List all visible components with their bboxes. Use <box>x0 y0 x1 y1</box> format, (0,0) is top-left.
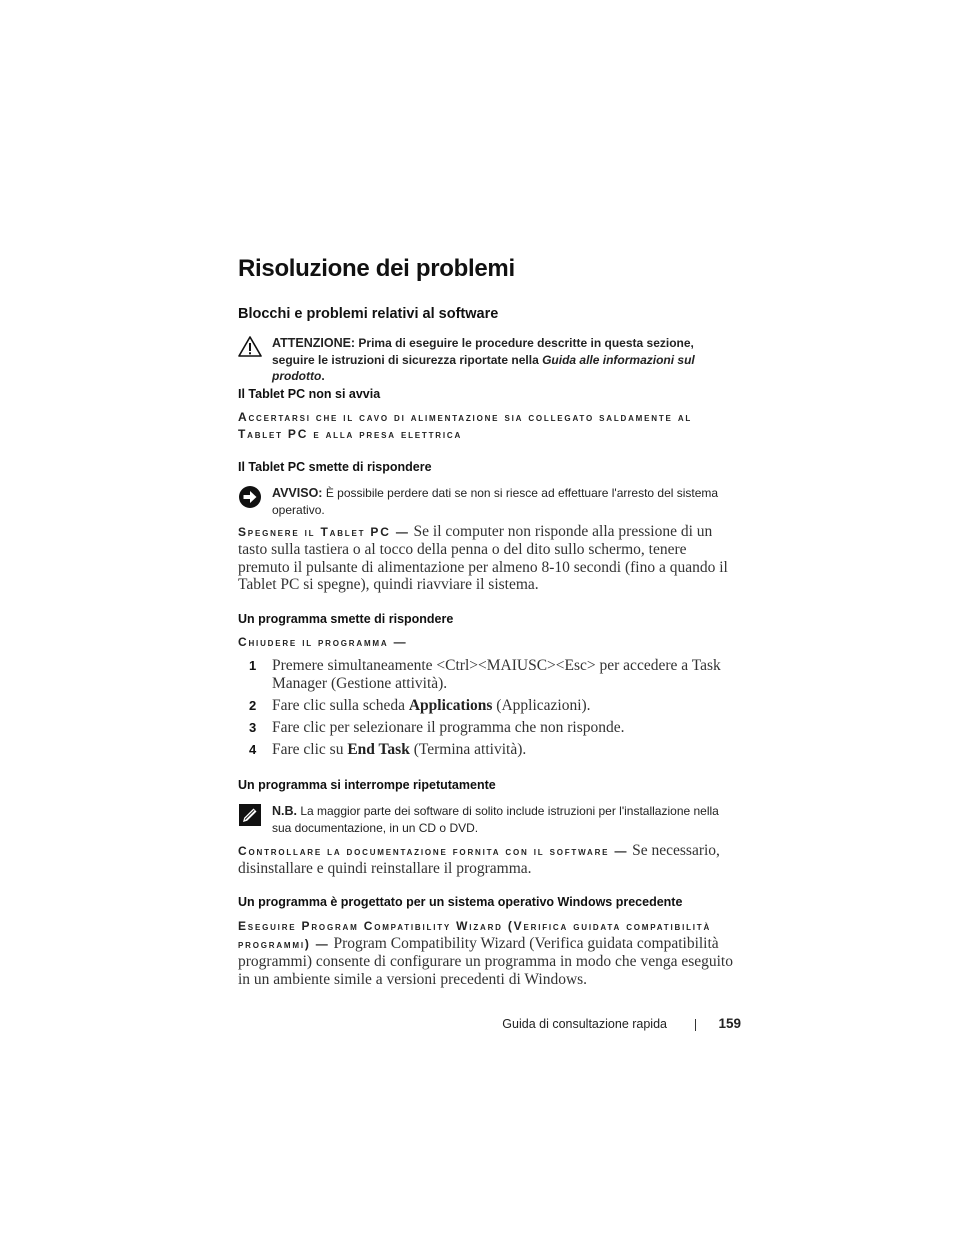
step-text: Fare clic sulla scheda <box>272 696 409 714</box>
step-text: Fare clic per selezionare il programma che non risponde. <box>272 718 625 736</box>
topic-heading-not-responding: Il Tablet PC smette di rispondere <box>238 460 432 474</box>
notice-text: È possibile perdere dati se non si riesce ad effettuare l'arresto del sistema operativo. <box>272 486 719 517</box>
nb-label: N.B. <box>272 804 297 818</box>
pencil-note-icon <box>238 803 262 827</box>
caution-note <box>238 335 738 385</box>
paragraph-check-docs-text: Se necessario, disinstallare e quindi reinstallare il programma. <box>238 842 720 877</box>
list-item <box>238 741 738 759</box>
paragraph-shutdown <box>238 523 738 594</box>
step-number: 1 <box>249 658 257 673</box>
action-check-power-cable: Accertarsi che il cavo di alimentazione sia collegato saldamente al Tablet PC e alla presa elettrica <box>238 410 693 441</box>
steps-list <box>238 657 738 763</box>
nb-text: La maggior parte dei software di solito include istruzioni per l'installazione nella sua documentazione, in un CD o DVD. <box>272 804 719 835</box>
footer-separator <box>695 1019 696 1031</box>
step-number: 2 <box>249 697 257 713</box>
step-text-end: (Termina attività). <box>409 740 527 758</box>
step-text-end: (Applicazioni). <box>492 696 591 714</box>
step-text: Fare clic su <box>272 740 348 758</box>
caution-label: ATTENZIONE: <box>272 336 356 350</box>
footer-title: Guida di consultazione rapida <box>502 1017 667 1031</box>
caution-text: Prima di eseguire le procedure descritte in questa sezione, seguire le istruzioni di sicurezza riportate nella <box>272 336 694 367</box>
page-footer <box>238 1015 741 1035</box>
paragraph-compat-wizard-text: Program Compatibility Wizard (Verifica guidata compatibilità programmi) consente di configurare un programma in modo che venga eseguito in un ambiente simile a versioni precedenti di Windows. <box>238 935 733 988</box>
document-page <box>238 0 741 1235</box>
section-heading: Blocchi e problemi relativi al software <box>238 306 499 322</box>
topic-heading-no-boot: Il Tablet PC non si avvia <box>238 387 381 401</box>
caution-guide-title: Guida alle informazioni sul prodotto <box>272 352 695 383</box>
action-close-program: Chiudere il programma — <box>238 635 408 649</box>
topic-heading-program-stops: Un programma smette di rispondere <box>238 612 454 626</box>
nb-note <box>238 803 738 836</box>
step-ui-label: End Task <box>347 740 410 758</box>
page-number: 159 <box>718 1016 741 1031</box>
step-ui-label: Applications <box>408 696 493 714</box>
notice-note <box>238 485 738 518</box>
notice-label: AVVISO: <box>272 486 323 500</box>
caution-end: . <box>321 369 325 383</box>
step-number: 3 <box>249 719 257 735</box>
topic-heading-older-windows: Un programma è progettato per un sistema operativo Windows precedente <box>238 895 683 909</box>
topic-heading-program-crashes: Un programma si interrompe ripetutamente <box>238 778 496 792</box>
list-item <box>238 657 738 692</box>
paragraph-compat-wizard <box>238 917 738 988</box>
notice-arrow-icon <box>238 485 262 509</box>
paragraph-check-docs <box>238 842 738 878</box>
action-run-compat-wizard: Eseguire Program Compatibility Wizard (Verifica guidata compatibilità programmi) — <box>238 919 712 951</box>
action-shutdown-tablet: Spegnere il Tablet PC — <box>238 525 410 539</box>
warning-triangle-icon <box>238 335 262 359</box>
list-item <box>238 697 738 715</box>
step-number: 4 <box>249 741 257 757</box>
step-text: Premere simultaneamente <Ctrl><MAIUSC><Esc> per accedere a Task Manager (Gestione attività). <box>272 657 721 692</box>
action-check-documentation: Controllare la documentazione fornita con il software — <box>238 844 629 858</box>
page-title: Risoluzione dei problemi <box>238 255 515 282</box>
list-item <box>238 719 738 737</box>
paragraph-shutdown-text: Se il computer non risponde alla pressione di un tasto sulla tastiera o al tocco della penna o del dito sullo schermo, tenere premuto il pulsante di alimentazione per almeno 8-10 secondi (fino a quando il Tablet PC si spegne), quindi riavviare il sistema. <box>238 523 728 593</box>
